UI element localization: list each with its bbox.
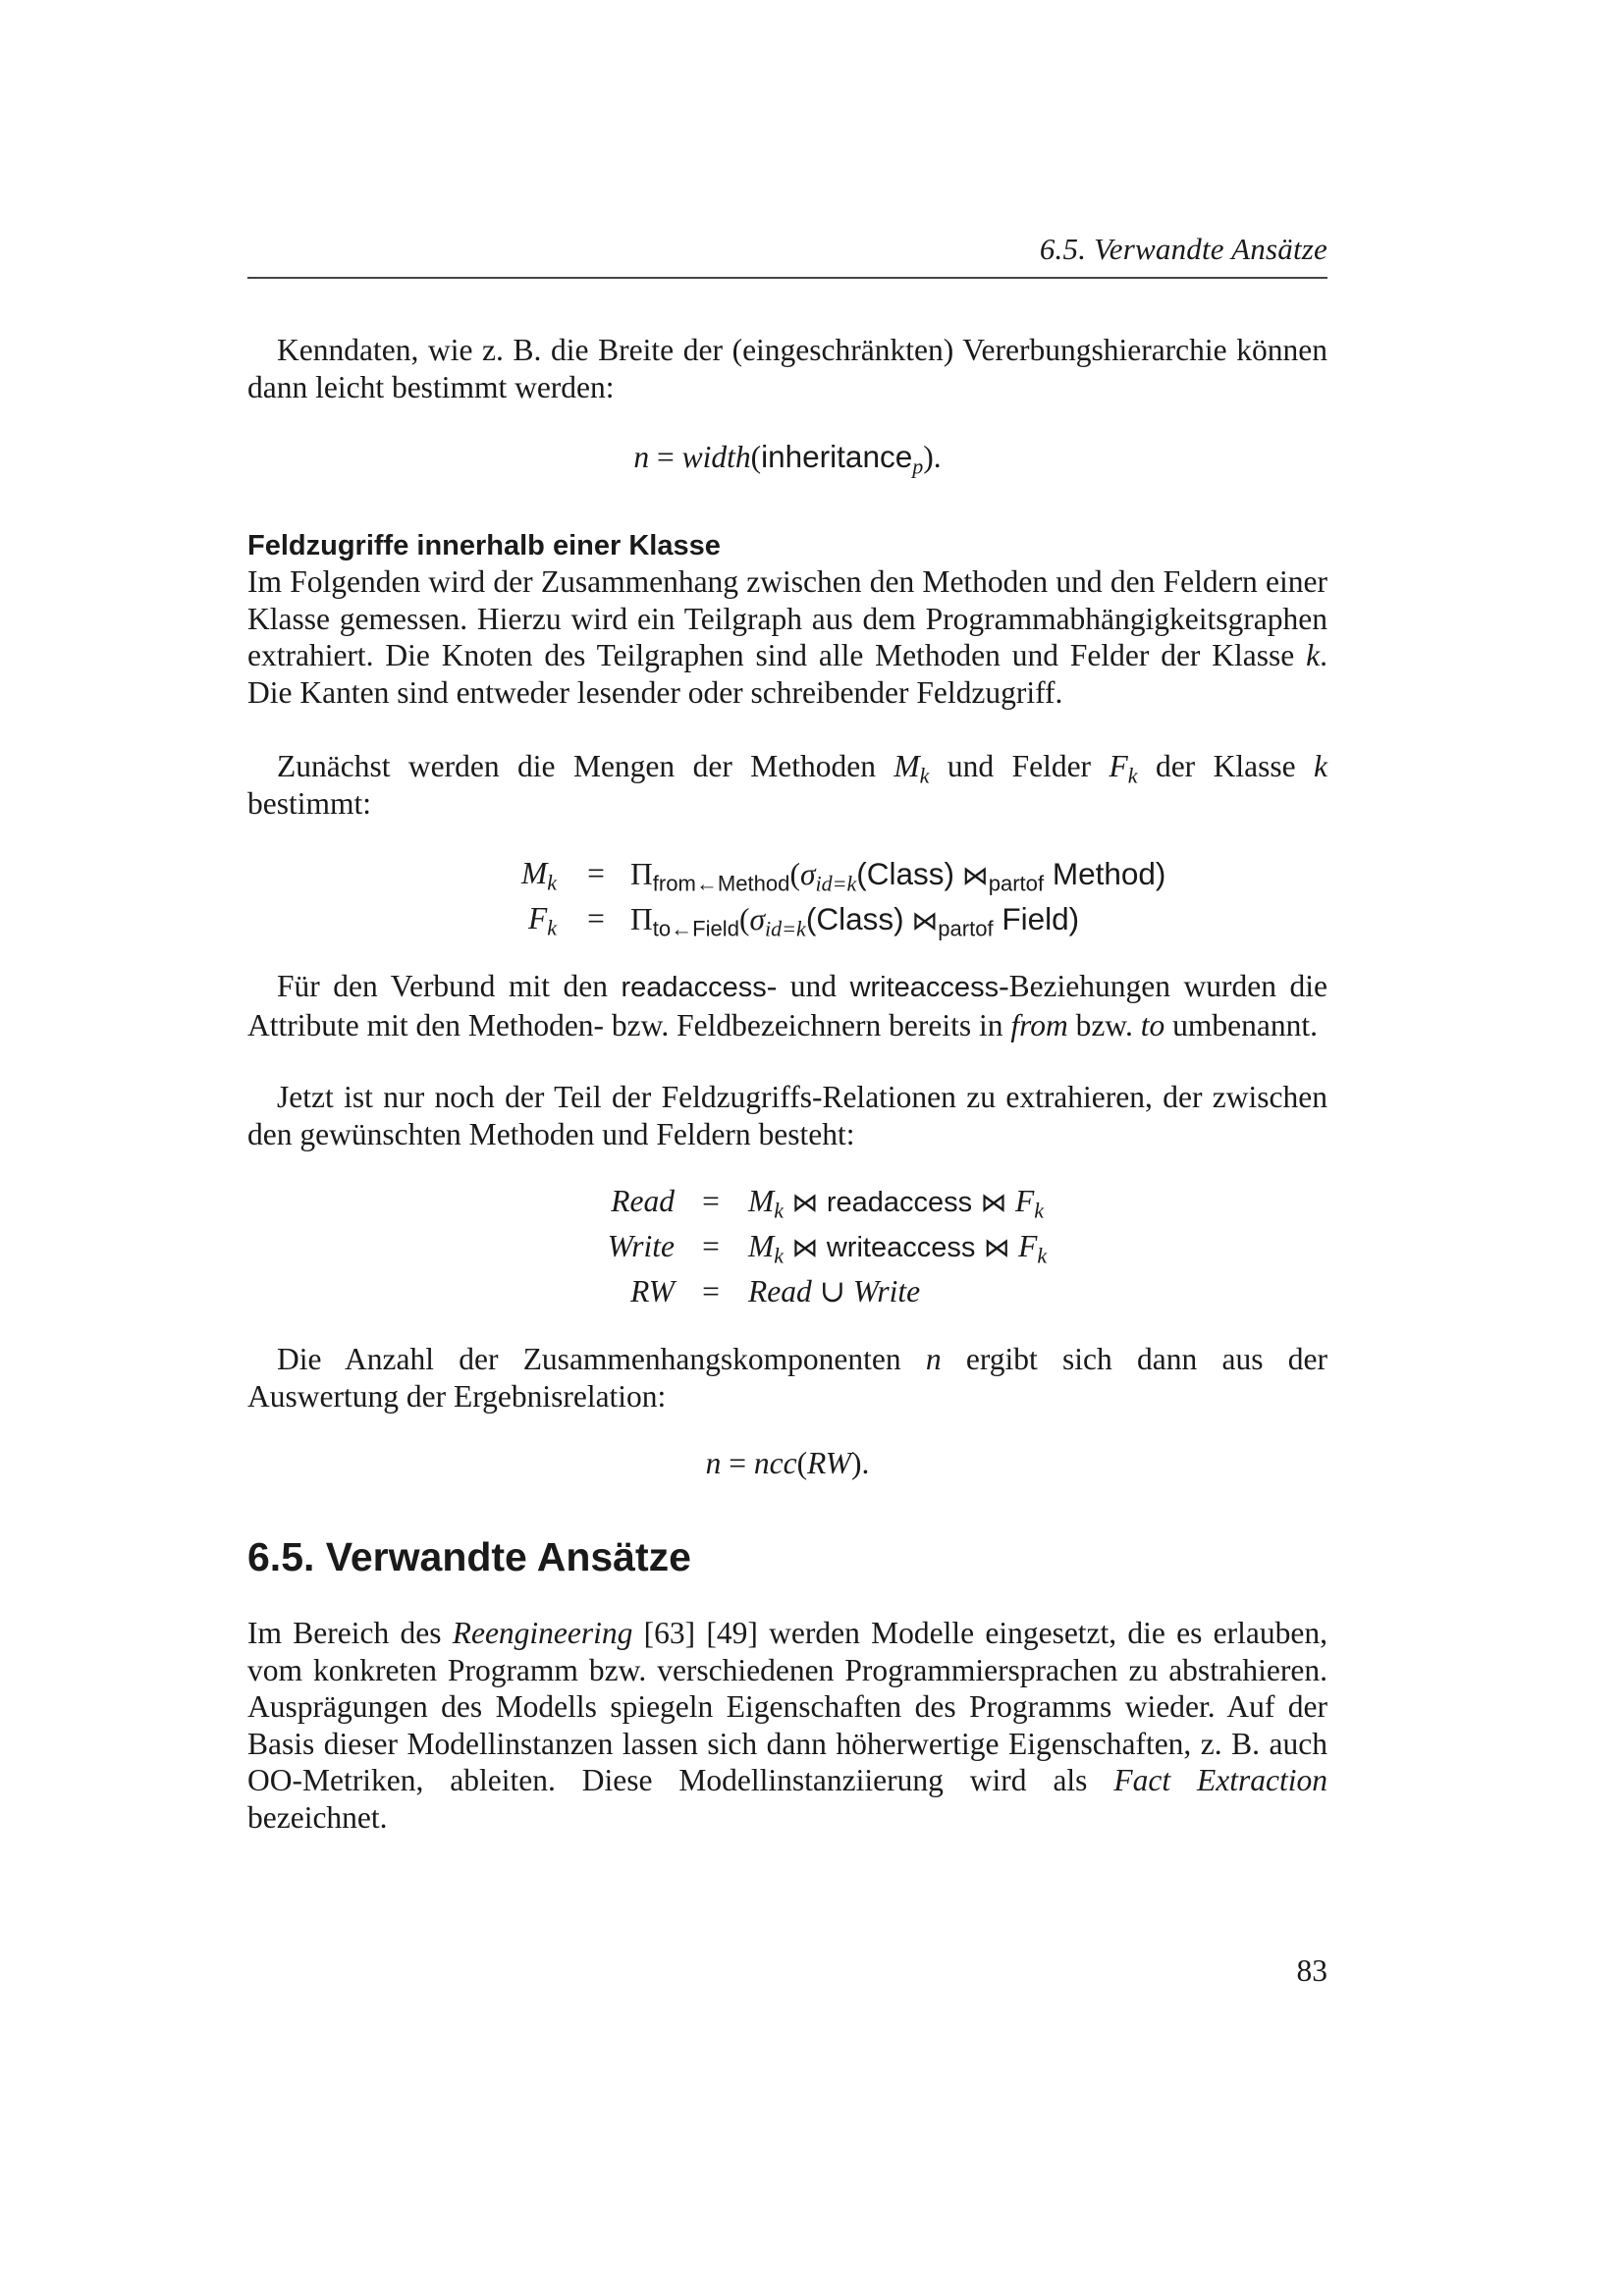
text-run: bzw. (1067, 1007, 1141, 1042)
text-run: der Klasse (1137, 749, 1315, 783)
eq-rel-writeaccess: writeaccess (826, 1232, 976, 1263)
join-icon: ⋈ (911, 906, 939, 936)
paragraph-text (247, 748, 1327, 822)
eq-rel-readaccess: readaccess (826, 1187, 973, 1218)
paragraph-5 (247, 1079, 1327, 1152)
eq-equals: = (649, 440, 682, 474)
eq-equals: = (587, 856, 605, 890)
eq-sigma-sub: id=k (815, 871, 857, 896)
paragraph-4 (247, 968, 1327, 1043)
emph-fact-extraction: Fact Extraction (1113, 1763, 1327, 1797)
text-run: Die Anzahl der Zusammenhangskomponenten (277, 1342, 926, 1376)
join-icon: ⋈ (784, 1188, 827, 1218)
eq-equals: = (702, 1274, 720, 1308)
text-run: [63] [49] werden Modelle eingesetzt, die es erlauben, vom konkreten Programm bzw. verschiedenen Programmiersprachen zu abstrahieren. Ausprägungen des Modells spiegeln Eigenschaften des Programms wieder. Auf der Basis dieser Modellinstanzen lassen sich dann höherwertige Eigenschaften, z. B. auch OO-Metriken, ableiten. Diese Modellinstanziierung wird als (247, 1616, 1327, 1797)
math-M: M (893, 749, 920, 783)
paragraph-text (247, 1615, 1327, 1836)
eq-var-F: F (1014, 1184, 1035, 1218)
eq-var-F: F (527, 901, 548, 935)
paragraph-subheading: Feldzugriffe innerhalb einer Klasse (247, 530, 721, 561)
paragraph-text: Kenndaten, wie z. B. die Breite der (eingeschränkten) Vererbungshierarchie können dann leicht bestimmt werden: (247, 333, 1327, 404)
eq-sigma-sub: id=k (765, 916, 806, 941)
eq-paren-close: ). (923, 440, 942, 474)
eq-equals: = (702, 1184, 720, 1218)
section-heading: 6.5. Verwandte Ansätze (247, 1534, 691, 1579)
math-k: k (1306, 638, 1321, 672)
join-icon: ⋈ (972, 1188, 1015, 1218)
paragraph-text (247, 968, 1327, 1043)
eq-var-read: Read (748, 1274, 812, 1308)
eq-lhs-rw: RW (630, 1274, 675, 1308)
eq-rel-class: (Class) (856, 856, 955, 891)
rel-readaccess: readaccess (621, 972, 767, 1003)
text-run: bestimmt: (247, 785, 371, 821)
equation-projection (449, 856, 1166, 944)
eq-sub-k: k (547, 870, 557, 895)
eq-sub-k: k (547, 915, 557, 940)
eq-sigma: σ (799, 857, 816, 891)
rel-writeaccess: writeaccess (849, 972, 1000, 1003)
paragraph-text: Jetzt ist nur noch der Teil der Feldzugriffs-Relationen zu extrahieren, der zwischen den gewünschten Methoden und Feldern besteht: (247, 1080, 1327, 1151)
math-k: k (1314, 749, 1327, 783)
eq-sigma: σ (749, 902, 766, 936)
math-sub-k: k (1127, 763, 1138, 788)
eq-lhs (449, 901, 557, 940)
eq-join-sub: partof (988, 871, 1045, 896)
text-run: Im Bereich des (247, 1616, 453, 1650)
eq-var-n: n (633, 440, 650, 474)
join-icon: ⋈ (961, 861, 989, 891)
equation-width (247, 439, 1327, 479)
eq-lhs-write: Write (607, 1229, 675, 1263)
eq-pi: Π (630, 857, 653, 891)
eq-var-M: M (748, 1184, 775, 1218)
text-run: Für den Verbund mit den (277, 969, 622, 1003)
eq-paren: ( (789, 857, 800, 891)
eq-var-M: M (748, 1229, 775, 1263)
paragraph-3 (247, 748, 1327, 822)
text-run: Zunächst werden die Mengen der Methoden (277, 749, 894, 783)
text-run: - und (766, 969, 850, 1003)
paragraph-text (247, 1341, 1327, 1415)
paragraph-text (247, 563, 1327, 711)
union-icon: ∪ (811, 1274, 853, 1308)
math-n: n (925, 1342, 942, 1376)
text-run: -Beziehungen wurden die Attribute mit den Methoden- bzw. Feldbezeichnern bereits in (247, 969, 1327, 1042)
eq-rhs (630, 901, 1080, 941)
eq-sub-k: k (774, 1243, 785, 1268)
eq-var-n: n (705, 1446, 722, 1480)
page (247, 0, 1327, 2296)
eq-sub-k: k (1037, 1243, 1048, 1268)
equation-read-write (552, 1184, 1102, 1317)
math-sub-k: k (919, 763, 930, 788)
paragraph-2 (247, 563, 1327, 711)
text-run: und Felder (929, 749, 1110, 783)
math-F: F (1109, 749, 1128, 783)
join-icon: ⋈ (784, 1233, 827, 1263)
eq-rhs (748, 1229, 1048, 1268)
eq-func-ncc: ncc (753, 1446, 797, 1480)
emph-to: to (1140, 1007, 1165, 1042)
eq-rhs (630, 856, 1166, 896)
text-run: . Die Kanten sind entweder lesender oder schreibender Feldzugriff. (247, 638, 1327, 710)
eq-sub-p: p (912, 454, 924, 479)
eq-rhs (748, 1184, 1044, 1223)
paragraph-subheading-block (247, 528, 1327, 564)
eq-equals: = (721, 1446, 754, 1480)
eq-sub-k: k (1034, 1198, 1044, 1223)
join-icon: ⋈ (975, 1233, 1019, 1263)
text-run: umbenannt. (1164, 1007, 1318, 1042)
eq-rel-inheritance: inheritance (761, 439, 913, 474)
paragraph-1 (247, 332, 1327, 405)
header-rule (247, 277, 1327, 279)
eq-equals: = (702, 1229, 720, 1263)
eq-func-width: width (681, 440, 751, 474)
section-heading-block (247, 1534, 1327, 1580)
eq-var-F: F (1018, 1229, 1038, 1263)
eq-pi-sub: to←Field (652, 916, 739, 941)
eq-lhs (449, 856, 557, 895)
eq-rhs (748, 1274, 920, 1309)
eq-var-M: M (520, 856, 548, 890)
emph-reengineering: Reengineering (452, 1616, 633, 1650)
eq-var-rw: RW (807, 1446, 852, 1480)
eq-pi: Π (630, 902, 653, 936)
page-number: 83 (1296, 1953, 1327, 1988)
eq-var-write: Write (852, 1274, 921, 1308)
eq-equals: = (587, 901, 605, 935)
running-head: 6.5. Verwandte Ansätze (1039, 232, 1327, 266)
text-run: ergibt sich dann aus der Auswertung der Ergebnisrelation: (247, 1342, 1327, 1414)
text-run: Im Folgenden wird der Zusammenhang zwischen den Methoden und den Feldern einer Klasse gemessen. Hierzu wird ein Teilgraph aus dem Programmabhängigkeitsgraphen extrahiert. Die Knoten des Teilgraphen sind alle Methoden und Felder der Klasse (247, 564, 1327, 672)
paragraph-6 (247, 1341, 1327, 1415)
text-run: bezeichnet. (247, 1799, 388, 1835)
eq-paren: ( (796, 1446, 808, 1480)
eq-paren-close: ). (851, 1446, 870, 1480)
eq-sub-k: k (774, 1198, 785, 1223)
eq-pi-sub: from←Method (652, 871, 790, 896)
eq-paren: ( (738, 902, 750, 936)
eq-join-sub: partof (938, 916, 994, 941)
emph-from: from (1010, 1007, 1068, 1042)
eq-rel-field: Field) (993, 901, 1080, 936)
paragraph-7 (247, 1615, 1327, 1836)
eq-rel-class: (Class) (805, 901, 904, 936)
eq-lhs-read: Read (611, 1184, 675, 1218)
equation-ncc (247, 1446, 1327, 1481)
eq-rel-method: Method) (1044, 856, 1166, 891)
eq-paren: ( (750, 440, 762, 474)
